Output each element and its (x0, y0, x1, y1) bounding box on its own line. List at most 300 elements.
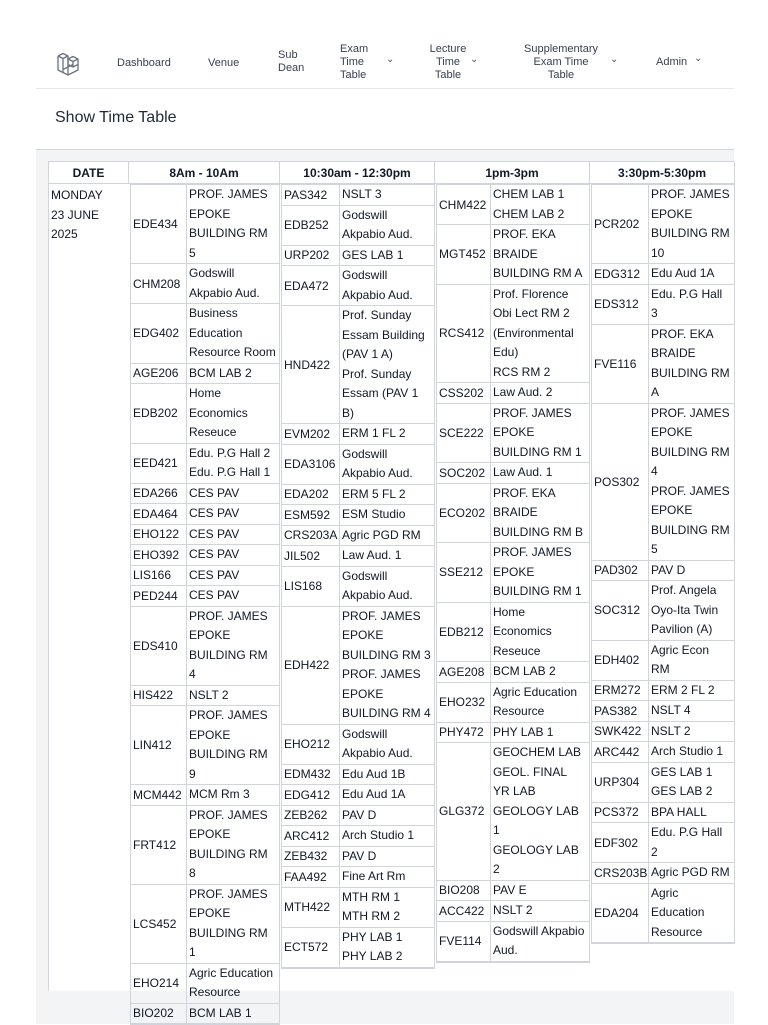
venue-list (340, 445, 433, 484)
venue-list (340, 526, 433, 546)
course-code: ESM592 (282, 505, 340, 525)
exam-entry (592, 581, 734, 641)
course-code: CSS202 (437, 383, 491, 403)
venue-list (340, 246, 433, 266)
course-code: ECT572 (282, 928, 340, 967)
venue: PROF. JAMES EPOKE BUILDING RM 10 (651, 187, 730, 260)
venue: Home Economics Reseuce (493, 604, 552, 658)
course-code: EDA202 (282, 485, 340, 505)
course-code: CHM208 (131, 264, 187, 303)
venue: NSLT 2 (189, 687, 229, 702)
exam-entry (592, 763, 734, 803)
venue: PHY LAB 1 (493, 724, 554, 739)
venue: PROF. JAMES EPOKE BUILDING RM 8 (189, 807, 268, 880)
exam-entry (131, 686, 279, 707)
venue: Fine Art Rm (342, 869, 406, 883)
exam-entry (131, 525, 279, 546)
venue-list (649, 803, 733, 823)
exam-entry (592, 325, 734, 404)
course-code: SSE212 (437, 543, 491, 602)
exam-entry (131, 806, 279, 885)
course-code: ECO202 (437, 484, 491, 543)
venue-list (340, 867, 433, 887)
nav-item-label: Venue (208, 57, 240, 69)
venue: BCM LAB 2 (493, 664, 556, 678)
venue: Agric Econ RM (651, 642, 710, 676)
course-code: ARC442 (592, 742, 649, 762)
timetable (48, 161, 734, 1021)
venue: Business Education Resource Room (189, 306, 276, 359)
exam-entry (131, 607, 279, 686)
venue: PROF. JAMES EPOKE BUILDING RM 5 (651, 483, 730, 556)
nav-item-label: Supplementary Exam Time Table (524, 43, 598, 81)
venue-list (187, 806, 278, 884)
venue: Godswill Akpabio Aud. (342, 268, 413, 302)
course-code: EDH422 (282, 607, 340, 724)
exam-entry (131, 364, 279, 385)
venue: CES PAV (189, 485, 240, 500)
exam-entry (437, 185, 589, 225)
exam-entry (592, 742, 734, 763)
venue-list (649, 863, 733, 883)
course-code: JIL502 (282, 546, 340, 566)
venue: Edu Aud 1A (651, 266, 715, 280)
course-code: LIS168 (282, 567, 340, 606)
venue: Agric PGD RM (651, 865, 730, 879)
exam-entry (282, 607, 434, 725)
venue: PROF. JAMES EPOKE BUILDING RM 4 (651, 405, 730, 478)
venue: Godswill Akpabio Aud. (342, 568, 413, 602)
chevron-down-icon: ⌄ (470, 54, 479, 65)
venue: Godswill Akpabio Aud. (342, 726, 413, 760)
course-code: EDH402 (592, 641, 649, 680)
exam-entry (437, 463, 589, 484)
venue-list (340, 485, 433, 505)
course-code: GLG372 (437, 743, 491, 880)
course-code: HIS422 (131, 686, 187, 706)
course-code: EDG312 (592, 264, 649, 284)
venue-list (340, 928, 433, 967)
venue: Agric Education Resource (493, 684, 578, 718)
venue-list (187, 706, 278, 784)
venue: PROF. JAMES EPOKE BUILDING RM 1 (493, 545, 582, 598)
venue-list (491, 723, 588, 743)
venue-list (340, 888, 433, 927)
venue: Godswill Akpabio Aud. (189, 266, 260, 300)
venue-list (649, 742, 733, 762)
venue-list (187, 885, 278, 963)
exam-entry (131, 484, 279, 505)
slot-column-3 (436, 184, 590, 963)
venue-list (491, 463, 588, 483)
venue: PHY LAB 2 (342, 949, 403, 963)
course-code: ARC412 (282, 826, 340, 846)
venue-list (491, 185, 588, 224)
venue-list (649, 325, 733, 403)
exam-entry (282, 306, 434, 424)
venue-list (649, 404, 733, 560)
exam-entry (282, 867, 434, 888)
course-code: FRT412 (131, 806, 187, 884)
nav-item-label: Lecture Time Table (429, 43, 467, 81)
venue: CES PAV (189, 526, 240, 541)
course-code: SOC312 (592, 581, 649, 640)
venue: BCM LAB 1 (189, 1005, 252, 1020)
day-name: MONDAY (51, 188, 103, 202)
venue: BCM LAB 2 (189, 365, 252, 380)
venue-list (187, 686, 278, 706)
venue: PAV D (651, 562, 686, 577)
venue: CES PAV (189, 506, 240, 520)
venue: Edu Aud 1A (342, 787, 406, 801)
exam-entry (437, 484, 589, 544)
course-code: PED244 (131, 586, 187, 606)
exam-entry (437, 383, 589, 404)
course-code: MTH422 (282, 888, 340, 927)
venue: Edu. P.G Hall 1 (189, 465, 271, 479)
venue-list (491, 743, 588, 880)
venue: ERM 5 FL 2 (342, 486, 406, 501)
nav-item-label: Sub Dean (278, 49, 305, 74)
venue: Edu. P.G Hall 2 (189, 445, 271, 460)
slot-column-1 (130, 184, 280, 1025)
venue-list (649, 641, 733, 680)
venue-list (491, 285, 588, 383)
course-code: EDA204 (592, 884, 649, 943)
venue-list (340, 765, 433, 785)
venue: ESM Studio (342, 507, 406, 521)
course-code: CHM422 (437, 185, 491, 224)
venue: Prof. Florence Obi Lect RM 2 (Environmental Edu) (493, 286, 574, 359)
venue: MCM Rm 3 (189, 787, 250, 801)
venue: NSLT 3 (342, 187, 382, 201)
venue-list (187, 484, 278, 504)
venue-list (187, 384, 278, 443)
exam-entry (592, 701, 734, 722)
course-code: EDB202 (131, 384, 187, 443)
venue: Home Economics Reseuce (189, 386, 248, 439)
venue-list (491, 683, 588, 722)
laravel-logo-icon[interactable] (55, 50, 83, 78)
venue: Godswill Akpabio Aud. (342, 446, 413, 480)
venue: CHEM LAB 1 (493, 187, 565, 201)
venue-list (187, 444, 278, 483)
venue-list (340, 725, 433, 764)
venue-list (649, 701, 733, 721)
venue-list (187, 185, 278, 263)
exam-entry (592, 561, 734, 582)
exam-entry (592, 823, 734, 863)
exam-entry (592, 884, 734, 944)
venue-list (649, 561, 733, 581)
venue: ERM 2 FL 2 (651, 682, 715, 697)
course-code: EDS410 (131, 607, 187, 685)
exam-entry (592, 285, 734, 325)
venue: Edu Aud 1B (342, 766, 406, 781)
exam-entry (437, 285, 589, 384)
venue: PAV D (342, 848, 377, 863)
exam-entry (282, 928, 434, 968)
course-code: AGE206 (131, 364, 187, 384)
nav-item-admin[interactable] (656, 53, 706, 69)
course-code: CRS203A (282, 526, 340, 546)
top-nav (36, 40, 734, 89)
exam-entry (131, 785, 279, 806)
venue-list (491, 225, 588, 284)
venue: PROF. JAMES EPOKE BUILDING RM 1 (189, 886, 268, 959)
venue: Prof. Angela Oyo-Ita Twin Pavilion (A) (651, 583, 719, 636)
exam-entry (131, 185, 279, 264)
exam-entry (437, 922, 589, 962)
exam-entry (131, 964, 279, 1004)
exam-entry (282, 505, 434, 526)
venue-list (340, 505, 433, 525)
exam-entry (437, 603, 589, 663)
venue-list (187, 304, 278, 363)
venue-list (649, 681, 733, 701)
header-slot-2: 10:30am - 12:30pm (280, 162, 435, 184)
course-code: EDF302 (592, 823, 649, 862)
exam-entry (437, 225, 589, 285)
venue-list (340, 785, 433, 805)
course-code: ZEB432 (282, 847, 340, 867)
course-code: RCS412 (437, 285, 491, 383)
course-code: ERM272 (592, 681, 649, 701)
venue-list (491, 922, 588, 961)
chevron-down-icon: ⌄ (386, 54, 395, 65)
exam-entry (282, 485, 434, 506)
venue: Arch Studio 1 (651, 744, 724, 758)
venue-list (649, 581, 733, 640)
venue: PROF. JAMES EPOKE BUILDING RM 1 (493, 405, 582, 459)
exam-entry (437, 683, 589, 723)
chevron-down-icon: ⌄ (610, 54, 619, 65)
venue: Prof. Sunday Essam (PAV 1 B) (342, 366, 419, 420)
venue: PAV D (342, 807, 377, 822)
venue: NSLT 2 (493, 903, 533, 917)
venue: CES PAV (189, 588, 240, 602)
venue: CES PAV (189, 567, 240, 582)
venue: PROF. EKA BRAIDE BUILDING RM A (493, 227, 583, 280)
venue-list (649, 763, 733, 802)
exam-entry (131, 384, 279, 444)
course-code: MCM442 (131, 785, 187, 805)
course-code: PCR202 (592, 185, 649, 263)
venue-list (187, 525, 278, 545)
venue: GES LAB 1 (651, 764, 713, 779)
venue: PROF. EKA BRAIDE BUILDING RM A (651, 326, 730, 399)
nav-item-exam-time-table[interactable] (340, 43, 395, 82)
exam-entry (282, 185, 434, 206)
exam-entry (282, 424, 434, 445)
exam-entry (282, 725, 434, 765)
venue-list (491, 484, 588, 543)
course-code: CRS203B (592, 863, 649, 883)
course-code: FVE114 (437, 922, 491, 961)
venue-list (491, 881, 588, 901)
venue-list (187, 785, 278, 805)
exam-entry (437, 404, 589, 464)
exam-entry (592, 681, 734, 702)
venue: GES LAB 2 (651, 784, 713, 798)
venue-list (187, 607, 278, 685)
exam-entry (592, 803, 734, 824)
exam-entry (437, 901, 589, 922)
exam-entry (131, 444, 279, 484)
course-code: PAS382 (592, 701, 649, 721)
exam-entry (592, 863, 734, 884)
course-code: MGT452 (437, 225, 491, 284)
nav-item-sub-dean[interactable] (278, 49, 308, 75)
course-code: HND422 (282, 306, 340, 423)
venue: PROF. JAMES EPOKE BUILDING RM 5 (189, 187, 268, 260)
venue-list (649, 722, 733, 742)
course-code: EDA472 (282, 266, 340, 305)
exam-entry (282, 847, 434, 868)
venue-list (187, 364, 278, 384)
venue-list (649, 884, 733, 943)
nav-item-lecture-time-table[interactable] (422, 43, 479, 82)
exam-entry (592, 641, 734, 681)
venue-list (187, 264, 278, 303)
exam-entry (131, 706, 279, 785)
exam-entry (282, 206, 434, 246)
exam-entry (592, 404, 734, 561)
course-code: EHO392 (131, 545, 187, 565)
venue: GEOLOGY LAB 1 (493, 803, 579, 837)
course-code: EDB252 (282, 206, 340, 245)
venue: Edu. P.G Hall 3 (651, 286, 723, 320)
venue: PAV E (493, 882, 527, 897)
course-code: EDG412 (282, 785, 340, 805)
page-title: Show Time Table (55, 109, 177, 126)
course-code: PAD302 (592, 561, 649, 581)
slot-column-2 (281, 184, 435, 969)
venue: Edu. P.G Hall 2 (651, 825, 723, 859)
venue-list (491, 901, 588, 921)
exam-entry (282, 445, 434, 485)
course-code: SOC202 (437, 463, 491, 483)
venue-list (649, 285, 733, 324)
venue: BPA HALL (651, 804, 707, 819)
course-code: FAA492 (282, 867, 340, 887)
exam-entry (131, 566, 279, 587)
nav-item-venue[interactable] (208, 57, 248, 70)
course-code: EHO214 (131, 964, 187, 1003)
venue-list (491, 404, 588, 463)
venue-list (491, 603, 588, 662)
page-header (36, 90, 734, 150)
exam-entry (592, 722, 734, 743)
header-slot-4: 3:30pm-5:30pm (590, 162, 735, 184)
venue: GEOLOGY LAB 2 (493, 842, 579, 876)
venue: PROF. JAMES EPOKE BUILDING RM 3 (342, 608, 431, 662)
course-code: EDA266 (131, 484, 187, 504)
course-code: EDA3106 (282, 445, 340, 484)
course-code: EDA464 (131, 504, 187, 524)
exam-entry (282, 266, 434, 306)
course-code: SWK422 (592, 722, 649, 742)
course-code: POS302 (592, 404, 649, 560)
venue-list (340, 185, 433, 205)
venue-list (340, 306, 433, 423)
venue-list (187, 566, 278, 586)
venue: Godswill Akpabio Aud. (493, 923, 585, 957)
course-code: ZEB262 (282, 806, 340, 826)
venue: Agric Education Resource (651, 885, 705, 939)
venue-list (649, 264, 733, 284)
course-code: EDB212 (437, 603, 491, 662)
nav-item-label: Admin (656, 56, 688, 68)
day-date: 23 JUNE 2025 (51, 207, 100, 241)
exam-entry (437, 743, 589, 881)
exam-entry (282, 526, 434, 547)
course-code: URP202 (282, 246, 340, 266)
venue: NSLT 2 (651, 723, 691, 738)
course-code: AGE208 (437, 662, 491, 682)
venue: GES LAB 1 (342, 247, 404, 262)
header-date: DATE (49, 162, 129, 184)
course-code: SCE222 (437, 404, 491, 463)
venue-list (187, 504, 278, 524)
course-code: EHO212 (282, 725, 340, 764)
venue-list (491, 543, 588, 602)
nav-item-supplementary-exam-time-table[interactable] (516, 43, 619, 82)
exam-entry (282, 888, 434, 928)
venue: GEOL. FINAL YR LAB (493, 764, 567, 798)
venue: Law Aud. 2 (493, 385, 553, 399)
exam-entry (282, 567, 434, 607)
nav-item-label: Exam Time Table (340, 43, 369, 81)
venue-list (340, 546, 433, 566)
course-code: URP304 (592, 763, 649, 802)
venue-list (649, 185, 733, 263)
course-code: EHO232 (437, 683, 491, 722)
exam-entry (282, 826, 434, 847)
course-code: PAS342 (282, 185, 340, 205)
exam-entry (282, 765, 434, 786)
venue-list (340, 607, 433, 724)
venue-list (340, 847, 433, 867)
venue-list (491, 662, 588, 682)
course-code: LIN412 (131, 706, 187, 784)
exam-entry (131, 1004, 279, 1025)
chevron-down-icon: ⌄ (694, 53, 703, 64)
course-code: ACC422 (437, 901, 491, 921)
venue: PHY LAB 1 (342, 929, 403, 944)
venue: MTH RM 2 (342, 909, 400, 923)
course-code: EDM432 (282, 765, 340, 785)
exam-entry (282, 546, 434, 567)
nav-item-dashboard[interactable] (117, 57, 183, 70)
exam-entry (131, 586, 279, 607)
venue: GEOCHEM LAB (493, 745, 582, 759)
exam-entry (282, 806, 434, 827)
venue: MTH RM 1 (342, 889, 400, 904)
venue: CHEM LAB 2 (493, 206, 565, 221)
course-code: EDS312 (592, 285, 649, 324)
exam-entry (437, 662, 589, 683)
header-slot-3: 1pm-3pm (435, 162, 590, 184)
venue: PROF. JAMES EPOKE BUILDING RM 4 (342, 667, 431, 720)
venue: ERM 1 FL 2 (342, 426, 406, 440)
course-code: PHY472 (437, 723, 491, 743)
day-cell (51, 186, 129, 245)
venue: CES PAV (189, 547, 240, 561)
header-slot-1: 8Am - 10Am (129, 162, 280, 184)
venue-list (340, 424, 433, 444)
venue-list (187, 586, 278, 606)
